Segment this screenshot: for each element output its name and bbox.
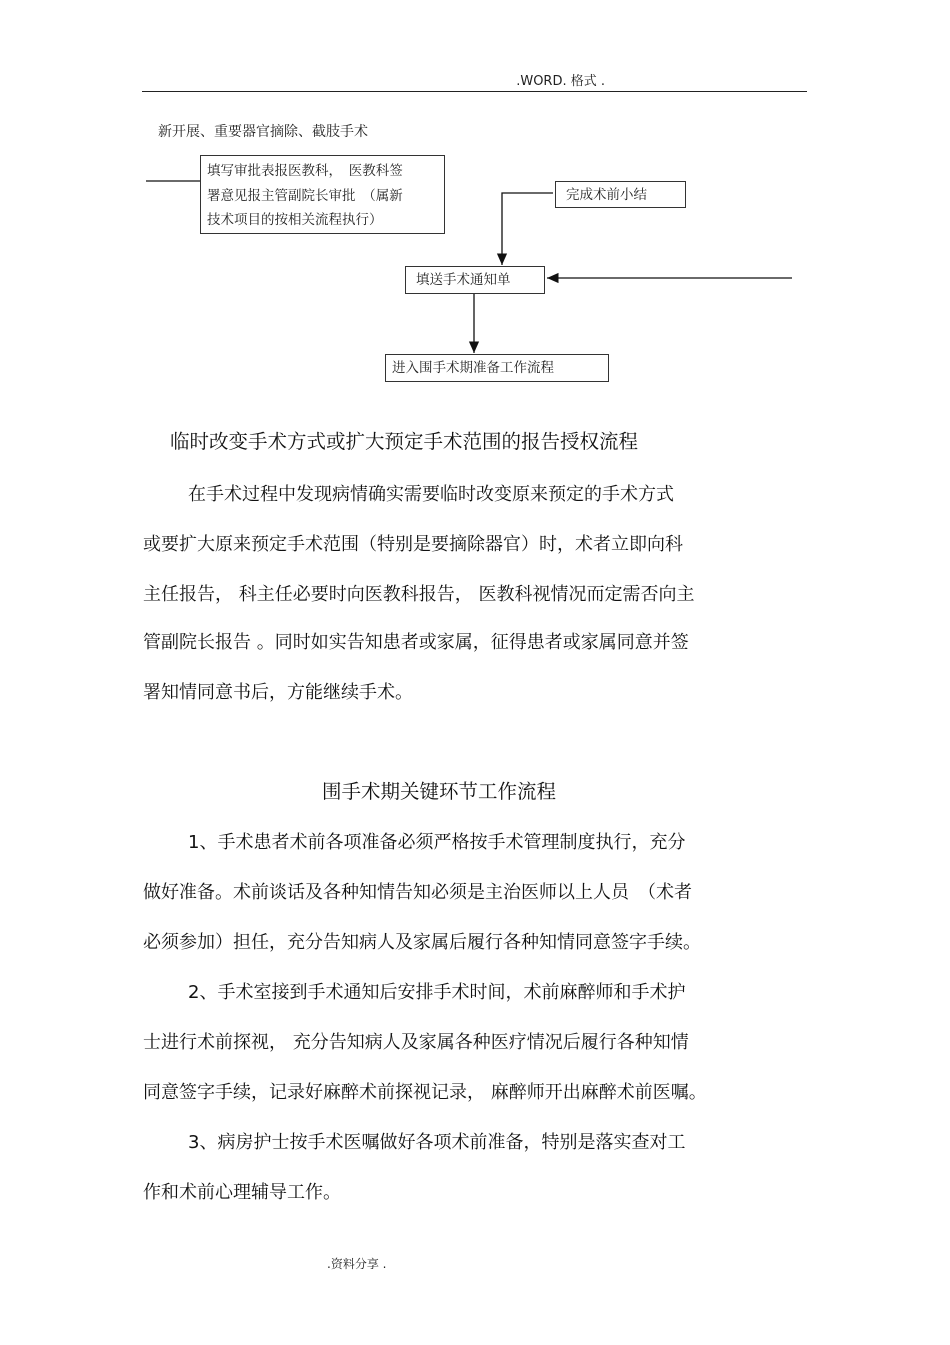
summary-to-notice-arrow — [502, 193, 553, 265]
section2-line-8: 作和术前心理辅导工作。 — [143, 1182, 341, 1203]
summary-box-label: 完成术前小结 — [566, 187, 647, 203]
section1-line-4: 管副院长报告 。同时如实告知患者或家属，征得患者或家属同意并签 — [143, 632, 689, 653]
section1-line-1: 在手术过程中发现病情确实需要临时改变原来预定的手术方式 — [188, 484, 674, 505]
section2-line-4: 2、手术室接到手术通知后安排手术时间，术前麻醉师和手术护 — [188, 982, 686, 1003]
summary-box — [555, 181, 686, 208]
flowchart-connectors — [0, 0, 950, 400]
section2-line-1: 1、手术患者术前各项准备必须严格按手术管理制度执行，充分 — [188, 832, 686, 853]
section2-line-2: 做好准备。术前谈话及各种知情告知必须是主治医师以上人员 （术者 — [143, 882, 692, 903]
enter-box — [385, 354, 609, 382]
section2-line-7: 3、病房护士按手术医嘱做好各项术前准备，特别是落实查对工 — [188, 1132, 686, 1153]
section2-title: 围手术期关键环节工作流程 — [322, 780, 557, 803]
section1-title: 临时改变手术方式或扩大预定手术范围的报告授权流程 — [170, 430, 639, 453]
flow-top-label: 新开展、重要器官摘除、截肢手术 — [158, 124, 368, 140]
section1-line-2: 或要扩大原来预定手术范围（特别是要摘除器官）时，术者立即向科 — [143, 534, 683, 555]
section1-line-3: 主任报告， 科主任必要时向医教科报告， 医教科视情况而定需否向主 — [143, 584, 695, 605]
section2-line-3: 必须参加）担任，充分告知病人及家属后履行各种知情同意签字手续。 — [143, 932, 701, 953]
section2-line-6: 同意签字手续，记录好麻醉术前探视记录， 麻醉师开出麻醉术前医嘱。 — [143, 1082, 707, 1103]
notice-box — [405, 266, 545, 294]
approval-box — [200, 155, 445, 234]
section1-line-5: 署知情同意书后，方能继续手术。 — [143, 682, 413, 703]
notice-box-label: 填送手术通知单 — [416, 272, 511, 288]
approval-line-2: 署意见报主管副院长审批 （属新 — [207, 187, 403, 204]
header-text: .WORD. 格式 . — [516, 74, 605, 89]
page-footer: .资料分享 . — [327, 1257, 387, 1271]
approval-line-3: 技术项目的按相关流程执行） — [207, 212, 383, 228]
enter-box-label: 进入围手术期准备工作流程 — [392, 360, 554, 376]
section2-line-5: 士进行术前探视， 充分告知病人及家属各种医疗情况后履行各种知情 — [143, 1032, 689, 1053]
approval-line-1: 填写审批表报医教科， 医教科签 — [207, 163, 403, 179]
